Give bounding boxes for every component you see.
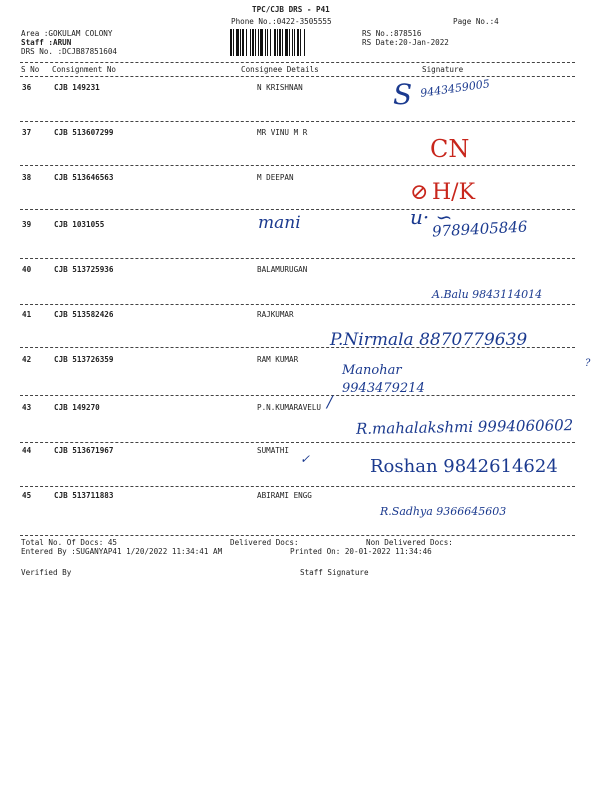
row-sno: 43 (22, 403, 32, 412)
row-divider (20, 165, 575, 166)
divider-bottom (20, 535, 575, 536)
page-number: Page No.:4 (453, 17, 499, 26)
row-consignee: SUMATHI (257, 446, 290, 455)
row-consignee: RAJKUMAR (257, 310, 294, 319)
row-signature: H/K (432, 180, 476, 205)
row-sno: 42 (22, 355, 32, 364)
total-docs: Total No. Of Docs: 45 (21, 538, 118, 547)
row-consignee: N KRISHNAN (257, 83, 303, 92)
drs-number: DRS No. :DCJB87851604 (21, 47, 118, 56)
row-consignee: P.N.KUMARAVELU (257, 403, 322, 412)
row-signature: 9789405846 (431, 217, 528, 241)
divider-header (20, 76, 575, 77)
row-divider (20, 121, 575, 122)
signature-scribble: / (327, 392, 333, 411)
row-signature: Manohar 9943479214 (342, 363, 425, 396)
delivered-docs: Delivered Docs: (230, 538, 299, 547)
row-consignment: CJB 513582426 (54, 310, 114, 319)
row-consignment: CJB 513646563 (54, 173, 114, 182)
col-consignee: Consignee Details (241, 65, 319, 74)
row-consignment: CJB 513726359 (54, 355, 114, 364)
row-divider (20, 209, 575, 210)
row-consignee: mani (258, 213, 301, 233)
divider-top (20, 62, 575, 63)
row-divider (20, 442, 575, 443)
document-title: TPC/CJB DRS - P41 (252, 5, 330, 14)
row-divider (20, 486, 575, 487)
staff-label: Staff :ARUN (21, 38, 72, 47)
row-consignment: CJB 513711883 (54, 491, 114, 500)
ok-scribble: ⊘ (410, 180, 429, 205)
margin-mark: ? (585, 358, 591, 369)
row-consignee: RAM KUMAR (257, 355, 299, 364)
row-consignment: CJB 513671967 (54, 446, 114, 455)
verified-by: Verified By (21, 568, 72, 577)
row-consignment: CJB 513607299 (54, 128, 114, 137)
row-sno: 41 (22, 310, 32, 319)
signature-scribble: S (393, 78, 413, 111)
row-signature: A.Balu 9843114014 (432, 288, 543, 301)
row-sno: 39 (22, 220, 32, 229)
non-delivered-docs: Non Delivered Docs: (366, 538, 453, 547)
row-divider (20, 304, 575, 305)
row-consignment: CJB 149231 (54, 83, 100, 92)
row-consignment: CJB 513725936 (54, 265, 114, 274)
row-divider (20, 258, 575, 259)
row-consignee: BALAMURUGAN (257, 265, 308, 274)
row-consignment: CJB 1031055 (54, 220, 105, 229)
row-signature: R.Sadhya 9366645603 (380, 505, 507, 518)
row-divider (20, 347, 575, 348)
rs-number: RS No.:878516 (362, 29, 422, 38)
row-consignment: CJB 149270 (54, 403, 100, 412)
col-consignment: Consignment No (52, 65, 117, 74)
row-consignee: M DEEPAN (257, 173, 294, 182)
area-label: Area :GOKULAM COLONY (21, 29, 113, 38)
phone-number: Phone No.:0422-3505555 (231, 17, 332, 26)
row-sno: 37 (22, 128, 32, 137)
row-signature: P.Nirmala 8870779639 (330, 330, 528, 350)
row-sno: 36 (22, 83, 32, 92)
row-sno: 44 (22, 446, 32, 455)
staff-signature: Staff Signature (300, 568, 369, 577)
printed-on: Printed On: 20-01-2022 11:34:46 (290, 547, 432, 556)
row-signature: R.mahalakshmi 9994060602 (355, 416, 574, 438)
signature-scribble: u· ∽ (410, 205, 453, 229)
tick-mark: ✓ (300, 452, 311, 466)
barcode (230, 29, 350, 56)
row-sno: 38 (22, 173, 32, 182)
entered-by: Entered By :SUGANYAP41 1/20/2022 11:34:41 AM (21, 547, 223, 556)
row-signature: CN (430, 135, 470, 163)
rs-date: RS Date:20-Jan-2022 (362, 38, 449, 47)
row-signature: Roshan 9842614624 (370, 456, 558, 477)
row-sno: 40 (22, 265, 32, 274)
col-signature: Signature (422, 65, 464, 74)
col-sno: S No (21, 65, 40, 74)
row-signature: 9443459005 (419, 77, 491, 100)
row-consignee: MR VINU M R (257, 128, 308, 137)
row-sno: 45 (22, 491, 32, 500)
row-consignee: ABIRAMI ENGG (257, 491, 312, 500)
row-divider (20, 395, 575, 396)
